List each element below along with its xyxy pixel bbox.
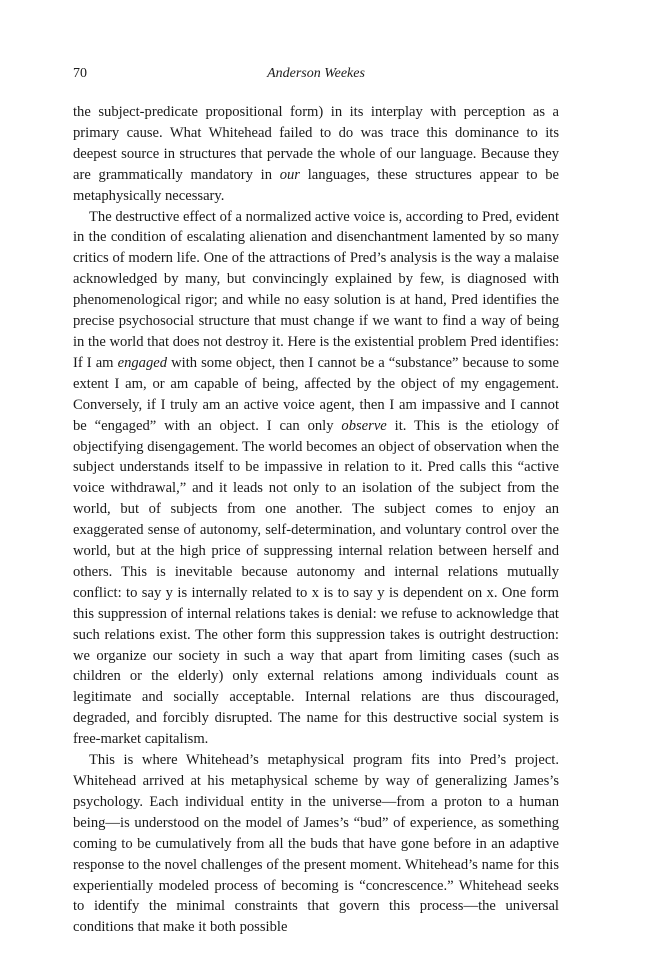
emphasized-word: our xyxy=(279,166,300,183)
paragraph xyxy=(73,750,559,938)
paragraph xyxy=(73,102,559,207)
text-run: This is where Whitehead’s metaphysical program fits into Pred’s project. Whitehead arrived at his metaphysical scheme by way of generalizing James’s psychology. Each individual entity in the universe—from a proton to a human being—is understood on the model of James’s “bud” of experience, as something coming to be cumulatively from all the buds that have gone before in an adaptive response to the novel challenges of the present moment. Whitehead’s name for this experientially modeled process of becoming is “concrescence.” Whitehead seeks to identify the minimal constraints that govern this process—the universal conditions that make it both possible xyxy=(73,752,559,936)
emphasized-word: observe xyxy=(341,417,387,434)
emphasized-word: engaged xyxy=(117,354,168,371)
paragraph xyxy=(73,207,559,751)
book-page xyxy=(73,66,559,938)
body-text xyxy=(73,102,559,938)
text-run: the subject-predicate propositional form) in its interplay with perception as a primary cause. What Whitehead failed to do was trace this dominance to its deepest source in structures that pervade the whole of our language. Because they are grammatically mandatory in xyxy=(73,104,559,183)
text-run: languages, these structures appear to be metaphysically necessary. xyxy=(73,166,559,204)
text-run: it. This is the etiology of objectifying disengagement. The world becomes an object of observation when the subject understands itself to be impassive in relation to it. Pred calls this “active voice withdrawal,” and it leads not only to an isolation of the subject from the world, but of subjects from one another. The subject comes to enjoy an exaggerated sense of autonomy, self-determination, and voluntary control over the world, but at the high price of suppressing internal relation between herself and others. This is inevitable because autonomy and internal relations mutually conflict: to say y is internally related to x is to say y is dependent on x. One form this suppression of internal relations takes is denial: we refuse to acknowledge that such relations exist. The other form this suppression takes is outright destruction: we organize our society in such a way that apart from limiting cases (such as children or the elderly) only external relations among individuals count as legitimate and socially acceptable. Internal relations are thus discouraged, degraded, and forcibly disrupted. The name for this destructive social system is free-market capitalism. xyxy=(73,417,559,748)
page-header xyxy=(73,66,559,102)
running-head: Anderson Weekes xyxy=(267,66,365,81)
text-run: The destructive effect of a normalized active voice is, according to Pred, evident in the condition of escalating alienation and disenchantment lamented by so many critics of modern life. One of the attractions of Pred’s analysis is the way a malaise acknowledged by many, but convincingly explained by few, is diagnosed with phenomenological rigor; and while no easy solution is at hand, Pred identifies the precise psychosocial structure that must change if we want to find a way of being in the world that does not destroy it. Here is the existential problem Pred identifies: If I am xyxy=(73,208,559,371)
text-run: with some object, then I cannot be a “substance” because to some extent I am, or am capable of being, affected by the object of my engagement. Conversely, if I truly am an active voice agent, then I am impassive and I cannot be “engaged” with an object. I can only xyxy=(73,354,559,434)
page-number: 70 xyxy=(73,66,87,81)
